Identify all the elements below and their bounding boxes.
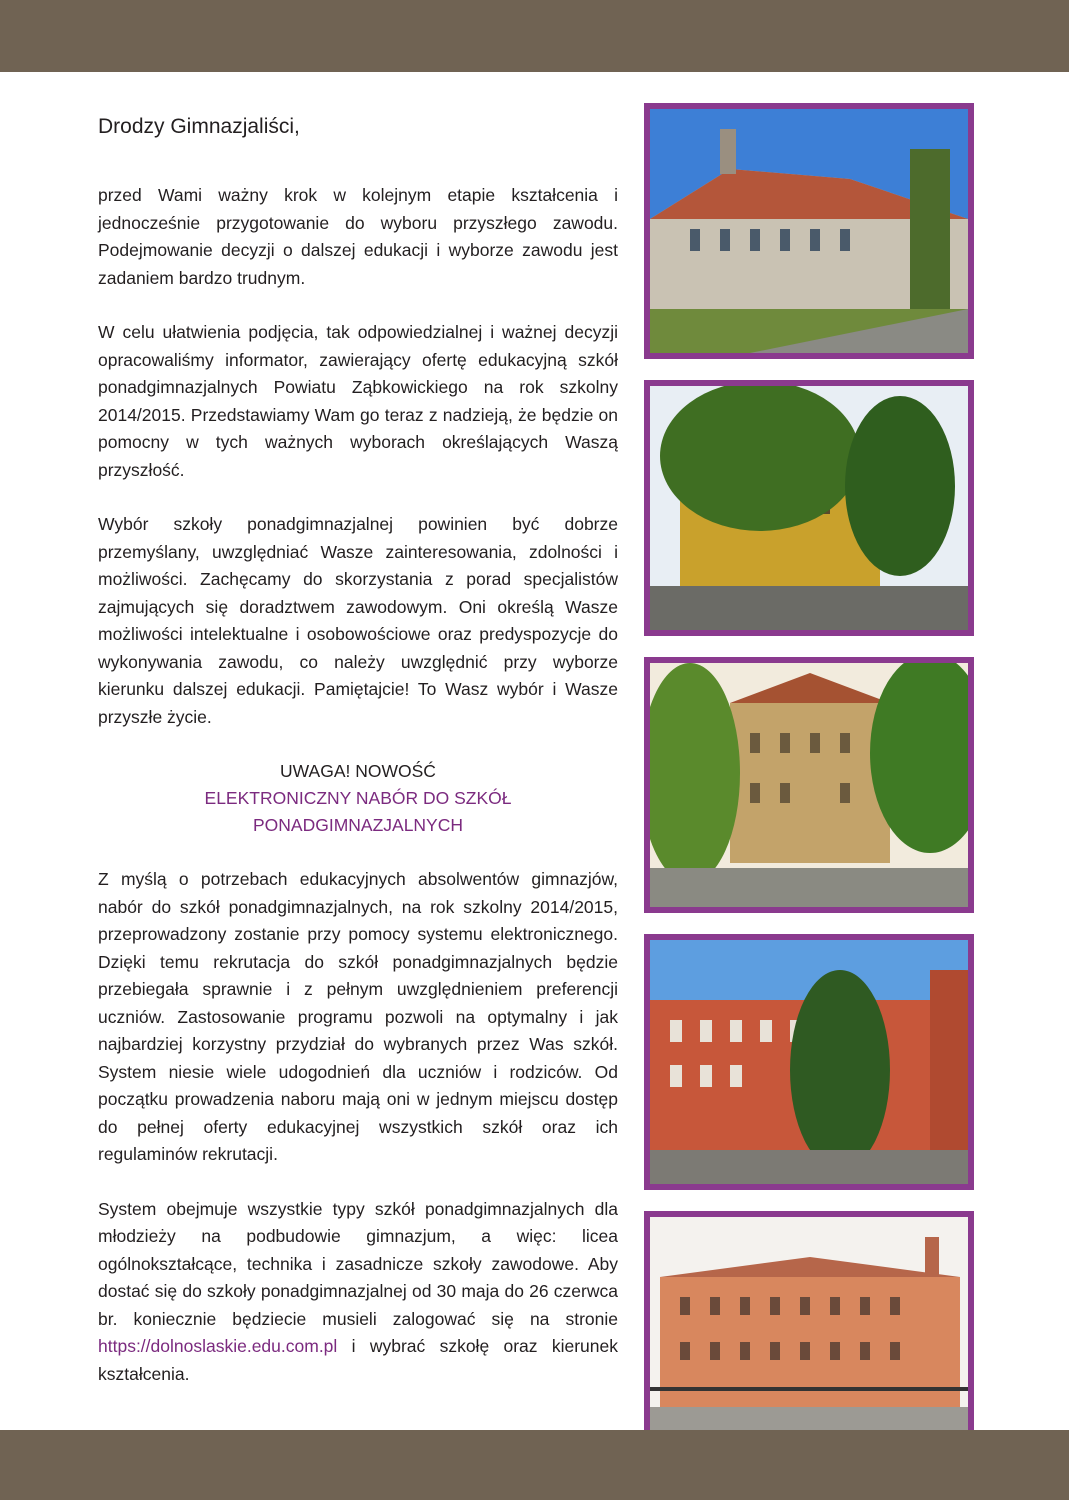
notice-heading: UWAGA! NOWOŚĆ [280,761,436,781]
notice-title-line1: ELEKTRONICZNY NABÓR DO SZKÓŁ [204,788,512,808]
paragraph-choice: Wybór szkoły ponadgimnazjalnej powinien być dobrze przemyślany, uwzględniać Wasze zainteresowania, zdolności i możliwości. Zachęcamy do skorzystania z porad specjalistów zajmujących się doradztwem zawodowym. Oni określą Wasze możliwości intelektualne i osobowościowe oraz predyspozycje do wykonywania zawodu, co należy uwzględnić przy wyborze kierunku dalszej edukacji. Pamiętajcie! To Wasz wybór i Wasze przyszłe życie. [98,514,618,727]
school-photo-1 [644,103,974,359]
notice-block [98,758,618,839]
system-text: System obejmuje wszystkie typy szkół ponadgimnazjalnych dla młodzieży na podbudowie gimnazjum, a więc: licea ogólnokształcące, technika i zasadnicze szkoły zawodowe. Aby dostać się do szkoły ponadgimnazjalnej od 30 maja do 26 czerwca br. koniecznie będziecie musieli zalogować się na stronie [98,1198,618,1329]
school-photos [644,103,974,1488]
school-photo-3 [644,657,974,913]
notice-title-line2: PONADGIMNAZJALNYCH [252,815,464,835]
letter-text [98,112,618,1415]
paragraph-informator: W celu ułatwienia podjęcia, tak odpowiedzialnej i ważnej decyzji opracowaliśmy informator, zawierający ofertę edukacyjną szkół ponadgimnazjalnych Powiatu Ząbkowickiego na rok szkolny 2014/2015. Przedstawiamy Wam go teraz z nadzieją, że będzie on pomocny w tych ważnych wyborach określających Waszą przyszłość. [98,322,618,480]
school-photo-2 [644,380,974,636]
bottom-band [0,1430,1069,1500]
system-text-end: i wybrać szkołę oraz kierunek kształcenia. [98,1336,618,1384]
greeting: Drodzy Gimnazjaliści, [98,115,300,138]
paragraph-intro: przed Wami ważny krok w kolejnym etapie kształcenia i jednocześnie przygotowanie do wyboru przyszłego zawodu. Podejmowanie decyzji o dalszej edukacji i wyborze zawodu jest zadaniem bardzo trudnym. [98,185,618,288]
recruitment-link[interactable]: https://dolnoslaskie.edu.com.pl [98,1336,338,1356]
school-photo-4 [644,934,974,1190]
top-band [0,0,1069,72]
school-photo-5 [644,1211,974,1467]
paragraph-system [98,1196,618,1389]
paragraph-electronic: Z myślą o potrzebach edukacyjnych absolwentów gimnazjów, nabór do szkół ponadgimnazjalnych, na rok szkolny 2014/2015, przeprowadzony zostanie przy pomocy systemu elektronicznego. Dzięki temu rekrutacja do szkół ponadgimnazjalnych będzie przebiegała sprawnie i z pełnym uwzględnieniem preferencji uczniów. Zastosowanie programu pozwoli na optymalny i jak najbardziej korzystny przydział do wybranych przez Was szkół. System niesie wiele udogodnień dla uczniów i rodziców. Od początku prowadzenia naboru mają oni w jednym miejscu dostęp do pełnej oferty edukacyjnej wszystkich szkół oraz ich regulaminów rekrutacji. [98,869,618,1164]
